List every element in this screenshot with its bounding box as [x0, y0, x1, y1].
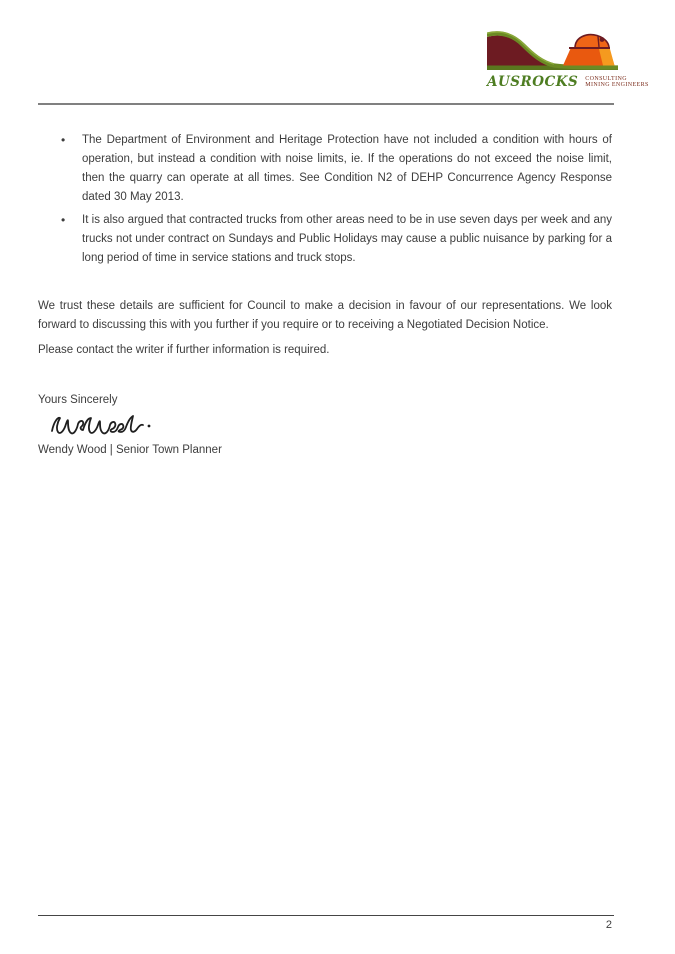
handwritten-signature-icon: [48, 411, 168, 441]
ausrocks-logo: [487, 24, 649, 90]
bullet-list: [38, 131, 612, 268]
brand-name: AUSROCKS: [487, 74, 579, 90]
list-item: [38, 211, 612, 268]
tagline-line2: MINING ENGINEERS: [585, 82, 649, 88]
paragraph-trust: We trust these details are sufficient for Council to make a decision in favour of our representations. We look forward to discussing this with you further if you require or to receiving a Negotiated Decision Notice.: [38, 300, 612, 331]
bullet-text: The Department of Environment and Heritage Protection have not included a condition with hours of operation, but instead a condition with noise limits, ie. If the operations do not exceed the noise limit, then the quarry can operate at all times. See Condition N2 of DEHP Concurrence Agency Response dated 30 May 2013.: [82, 134, 612, 203]
header-rule: [38, 103, 614, 105]
logo-tagline: [585, 76, 649, 89]
salutation: Yours Sincerely: [38, 394, 118, 406]
footer-rule: [38, 915, 614, 916]
bullet-icon: [61, 211, 65, 231]
quarry-truck-icon: [563, 35, 615, 66]
bullet-icon: [61, 131, 65, 151]
logo-text-row: [487, 74, 649, 90]
paragraph-contact: Please contact the writer if further information is required.: [38, 344, 330, 356]
bullet-text: It is also argued that contracted trucks from other areas need to be in use seven days per week and any trucks not under contract on Sundays and Public Holidays may cause a public nuisance by parking for a long period of time in service stations and truck stops.: [82, 214, 612, 264]
list-item: [38, 131, 612, 207]
page-number: 2: [605, 919, 612, 931]
signature: [48, 411, 612, 441]
letter-body: [38, 131, 612, 460]
signer-name-title: Wendy Wood | Senior Town Planner: [38, 444, 222, 456]
quarry-hill-truck-icon: [487, 24, 618, 73]
tagline-line1: CONSULTING: [585, 75, 627, 82]
